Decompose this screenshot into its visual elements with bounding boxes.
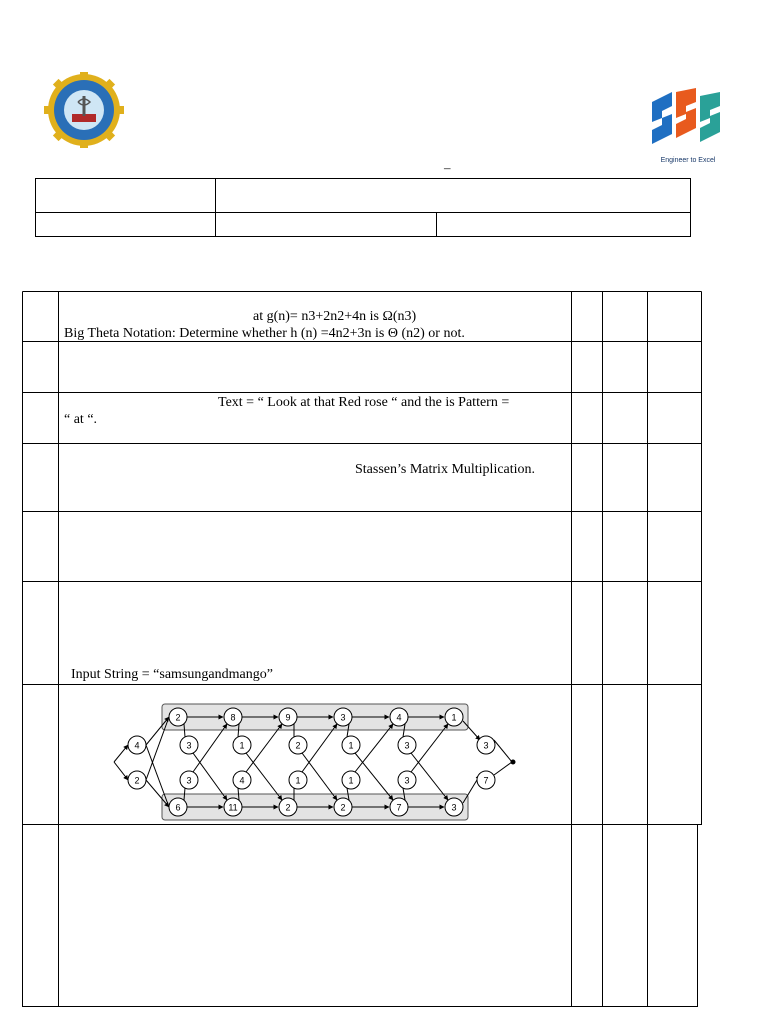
graph-node-upper-5 [398,736,416,754]
svg-text:3: 3 [340,712,346,723]
info-cell-3 [35,212,216,237]
graph-node-lower-5 [398,771,416,789]
svg-text:1: 1 [295,775,301,786]
svg-text:1: 1 [239,740,245,751]
svg-text:1: 1 [348,740,354,751]
svg-text:4: 4 [239,775,245,786]
graph-node-bottom-6 [445,798,463,816]
graph-node-top-6 [445,708,463,726]
graph-node-top-1 [169,708,187,726]
graph-node-top-2 [224,708,242,726]
svg-text:11: 11 [228,802,238,813]
info-cell-1 [35,178,216,213]
svg-text:4: 4 [134,740,140,751]
q1-line2: Big Theta Notation: Determine whether h (n) =4n2+3n is Θ (n2) or not. [64,326,465,341]
svg-text:3: 3 [451,802,457,813]
svg-text:6: 6 [175,802,181,813]
header-dash: – [444,160,451,175]
sss-tagline: Engineer to Excel [660,157,716,164]
svg-text:2: 2 [295,740,301,751]
multistage-graph [112,700,518,824]
svg-text:2: 2 [175,712,181,723]
info-cell-5 [436,212,691,237]
svg-text:9: 9 [285,712,291,723]
svg-text:3: 3 [404,775,410,786]
q4-line1: Stassen’s Matrix Multiplication. [355,462,536,477]
graph-node-lower-2 [233,771,251,789]
graph-node-bottom-5 [390,798,408,816]
graph-node-top-4 [334,708,352,726]
graph-node-bottom-2 [224,798,242,816]
svg-text:1: 1 [451,712,457,723]
svg-text:3: 3 [404,740,410,751]
graph-node-bottom-4 [334,798,352,816]
svg-text:4: 4 [396,712,402,723]
info-cell-2 [215,178,691,213]
q3-line2: “ at “. [64,412,98,427]
graph-node-end-1 [477,736,495,754]
graph-node-start-1 [128,736,146,754]
graph-node-top-5 [390,708,408,726]
svg-text:3: 3 [186,775,192,786]
q6-line1: Input String = “samsungandmango” [71,667,273,682]
graph-node-end-2 [477,771,495,789]
graph-node-bottom-3 [279,798,297,816]
svg-text:3: 3 [186,740,192,751]
graph-node-lower-4 [342,771,360,789]
graph-node-lower-1 [180,771,198,789]
q1-line1: at g(n)= n3+2n2+4n is Ω(n3) [253,309,417,324]
svg-text:2: 2 [134,775,140,786]
graph-sink-node [511,760,516,765]
graph-node-upper-1 [180,736,198,754]
graph-node-upper-2 [233,736,251,754]
graph-node-upper-3 [289,736,307,754]
graph-node-top-3 [279,708,297,726]
svg-text:3: 3 [483,740,489,751]
graph-node-bottom-1 [169,798,187,816]
svg-text:8: 8 [230,712,236,723]
svg-text:7: 7 [483,775,489,786]
graph-node-upper-4 [342,736,360,754]
svg-text:7: 7 [396,802,402,813]
q3-line1: Text = “ Look at that Red rose “ and the is Pattern = [218,395,510,410]
college-seal-logo [40,72,128,148]
svg-text:2: 2 [340,802,346,813]
sss-logo [648,88,728,168]
info-cell-4 [215,212,437,237]
svg-text:2: 2 [285,802,291,813]
graph-node-start-2 [128,771,146,789]
svg-text:1: 1 [348,775,354,786]
graph-node-lower-3 [289,771,307,789]
